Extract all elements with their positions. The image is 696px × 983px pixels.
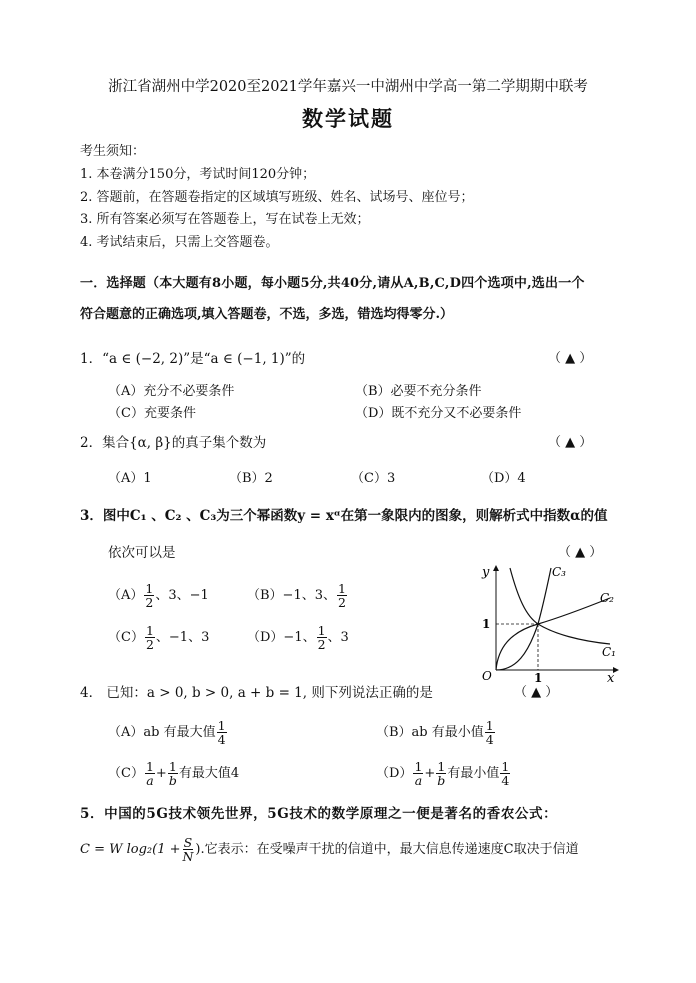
fraction-one-over-b: $\frac{1}{b}$ — [437, 759, 446, 789]
c2-label: C₂ — [600, 591, 614, 605]
question-2-stem: 2．集合{α, β}的真子集个数为 — [80, 435, 267, 451]
fraction-one-quarter: $\frac{1}{4}$ — [485, 718, 494, 748]
c3-label: C₃ — [552, 565, 566, 579]
fraction-one-quarter: $\frac{1}{4}$ — [217, 718, 226, 748]
section-heading-cont: 符合题意的正确选项,填入答题卷，不选，多选，错选均得零分.） — [80, 307, 454, 322]
q3-option-c: （C） $\frac{1}{2}$ 、−1、3 — [108, 623, 210, 653]
q2-option-c: （C）3 — [351, 471, 396, 486]
y-axis-label: y — [482, 565, 490, 580]
notice-heading: 考生须知： — [80, 144, 146, 159]
question-3-stem: 3．图中C₁ 、C₂ 、C₃为三个幂函数y = xᵅ在第一象限内的图象，则解析式中指数α的值 — [80, 508, 608, 524]
fraction-one-half: $\frac{1}{2}$ — [145, 581, 154, 611]
answer-placeholder: （ ▲ ） — [548, 351, 593, 366]
fraction-one-half: $\frac{1}{2}$ — [317, 623, 326, 653]
q1-option-b: （B）必要不充分条件 — [355, 384, 482, 399]
question-5-stem-cont: .它表示：在受噪声干扰的信道中，最大信息传递速度C取决于信道 — [200, 842, 579, 858]
answer-placeholder: （ ▲ ） — [558, 545, 603, 560]
notice-item: 1. 本卷满分150分，考试时间120分钟； — [80, 167, 316, 182]
q1-option-a: （A）充分不必要条件 — [108, 384, 235, 399]
fraction-s-over-n: $\frac{S}{N}$ — [182, 835, 194, 865]
page-title: 数学试题 — [302, 106, 394, 131]
question-5-stem: 5．中国的5G技术领先世界，5G技术的数学原理之一便是著名的香农公式： — [80, 806, 558, 822]
c1-label: C₁ — [602, 645, 616, 659]
notice-item: 4. 考试结束后，只需上交答题卷。 — [80, 235, 279, 250]
fraction-one-quarter: $\frac{1}{4}$ — [501, 759, 510, 789]
q4-option-b: （B）ab 有最小值 $\frac{1}{4}$ — [376, 718, 494, 748]
power-function-graph — [470, 558, 630, 688]
exam-subtitle: 浙江省湖州中学2020至2021学年嘉兴一中湖州中学高一第二学期期中联考 — [108, 79, 588, 95]
fraction-one-half: $\frac{1}{2}$ — [338, 581, 346, 611]
answer-placeholder: （ ▲ ） — [548, 435, 593, 450]
fraction-one-over-a: $\frac{1}{a}$ — [145, 759, 154, 789]
q3-option-a: （A） $\frac{1}{2}$ 、3、−1 — [108, 581, 209, 611]
notice-item: 2. 答题前，在答题卷指定的区域填写班级、姓名、试场号、座位号； — [80, 190, 474, 205]
question-5-formula-line: C = W log₂(1 + $\frac{S}{N}$ ).它表示：在受噪声干扰的信道中，最大信息传递速度C取决于信道 — [80, 835, 579, 865]
fraction-one-over-b: $\frac{1}{b}$ — [168, 759, 177, 789]
q4-option-d: （D） $\frac{1}{a}$ + $\frac{1}{b}$ 有最小值 $\frac{1}{4}$ — [376, 759, 510, 789]
q2-option-b: （B）2 — [229, 471, 273, 486]
question-3-stem-cont: 依次可以是 — [108, 545, 176, 561]
curve-c2 — [496, 598, 610, 670]
curve-c1 — [510, 568, 610, 644]
x-axis-label: x — [607, 671, 615, 686]
origin-label: O — [482, 669, 492, 683]
x-tick-label: 1 — [534, 671, 543, 685]
answer-placeholder: （ ▲ ） — [514, 685, 559, 700]
q1-option-d: （D）既不充分又不必要条件 — [355, 406, 522, 421]
q1-option-c: （C）充要条件 — [108, 406, 196, 421]
curve-c3 — [496, 568, 551, 670]
fraction-one-half: $\frac{1}{2}$ — [145, 623, 154, 653]
q4-option-a: （A）ab 有最大值 $\frac{1}{4}$ — [108, 718, 226, 748]
question-1-stem: 1．“a ∈ (−2, 2)”是“a ∈ (−1, 1)”的 — [80, 351, 306, 367]
q2-option-d: （D）4 — [481, 471, 526, 486]
q3-option-b: （B）−1、3、 $\frac{1}{2}$ — [247, 581, 346, 611]
question-4-stem: 4． 已知：a > 0, b > 0, a + b = 1, 则下列说法正确的是 — [80, 685, 433, 701]
shannon-formula: C = W log₂(1 + — [80, 842, 181, 858]
q3-option-d: （D）−1、 $\frac{1}{2}$ 、3 — [247, 623, 349, 653]
section-heading: 一．选择题（本大题有8小题，每小题5分,共40分,请从A,B,C,D四个选项中,选出一个 — [80, 276, 585, 291]
y-tick-label: 1 — [482, 617, 491, 631]
fraction-one-over-a: $\frac{1}{a}$ — [414, 759, 423, 789]
q4-option-c: （C） $\frac{1}{a}$ + $\frac{1}{b}$ 有最大值4 — [108, 759, 240, 789]
notice-item: 3. 所有答案必须写在答题卷上，写在试卷上无效； — [80, 212, 370, 227]
q2-option-a: （A）1 — [108, 471, 152, 486]
